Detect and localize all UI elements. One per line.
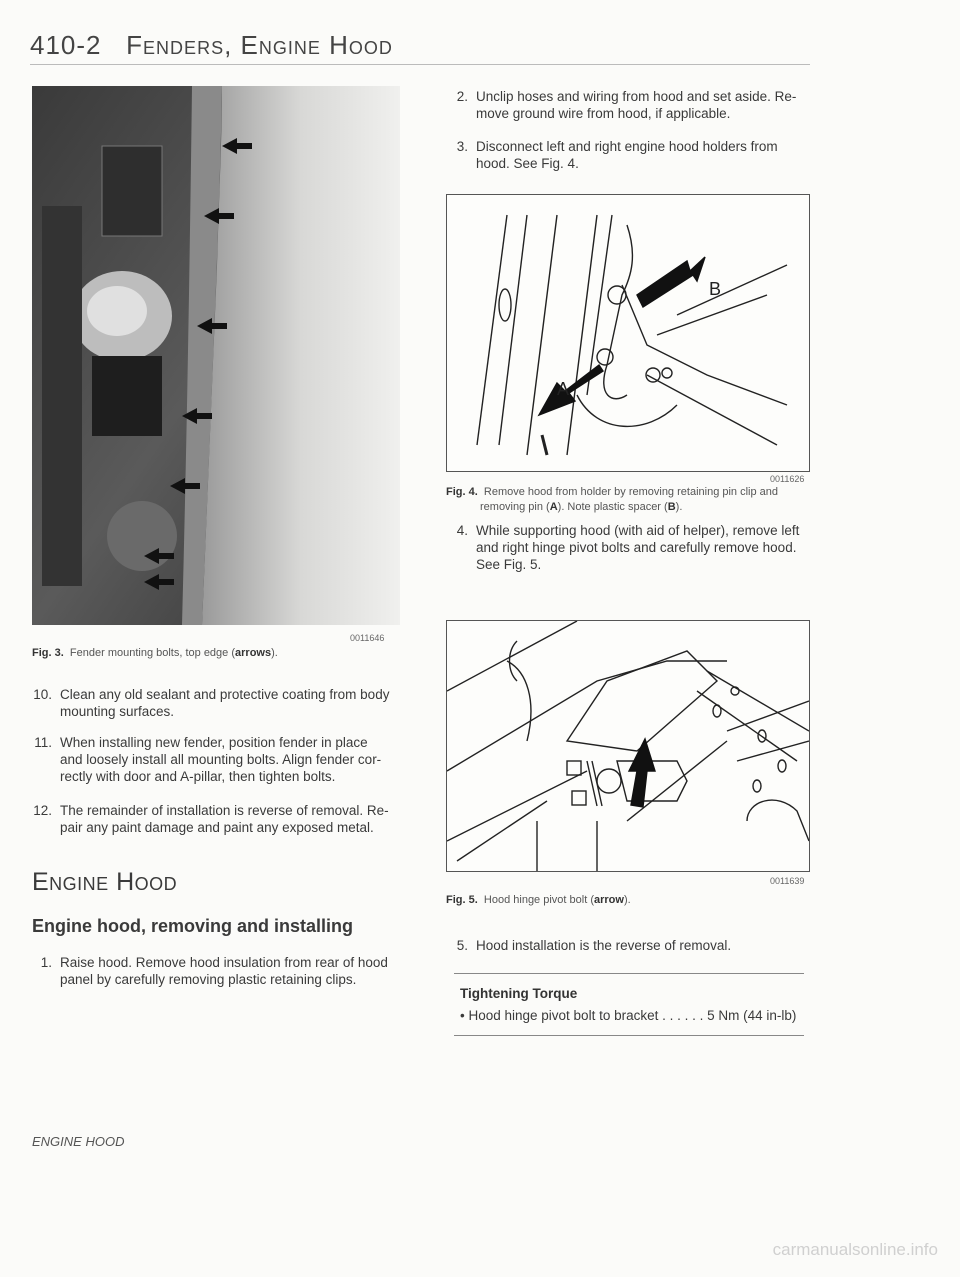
step-number: 2. (456, 89, 468, 104)
fig4-caption-line2b: ). Note plastic spacer ( (557, 501, 668, 513)
fig5-label: Fig. 5. (446, 894, 478, 906)
torque-title: Tightening Torque (460, 986, 578, 1001)
torque-item: • Hood hinge pivot bolt to bracket . . . . . . 5 Nm (44 in-lb) (460, 1008, 797, 1023)
step-3 (448, 138, 828, 172)
step-text (476, 88, 796, 122)
page-number: 410-2 (30, 30, 102, 60)
engine-bay-photo (32, 86, 400, 625)
step-text: Hood installation is the reverse of removal. (476, 938, 732, 953)
arrow-icon (637, 257, 705, 307)
step-line: move ground wire from hood, if applicable. (476, 106, 731, 121)
step-line: Clean any old sealant and protective coating from body (60, 687, 390, 702)
step-10 (32, 686, 412, 720)
page-footer: ENGINE HOOD (32, 1134, 125, 1149)
step-line: Unclip hoses and wiring from hood and set aside. Re- (476, 89, 797, 104)
fig3-code: 0011646 (350, 633, 385, 643)
step-12 (32, 802, 412, 836)
step-line: See Fig. 5. (476, 557, 542, 572)
fig5-caption (446, 893, 816, 908)
section-title: Engine Hood (32, 868, 178, 896)
step-number: 11. (34, 735, 52, 750)
torque-bottom-rule (454, 1035, 804, 1036)
step-line: When installing new fender, position fender in place (60, 735, 368, 750)
step-text (476, 522, 799, 573)
step-text (60, 802, 389, 836)
step-line: The remainder of installation is reverse of removal. Re- (60, 803, 389, 818)
step-text (60, 686, 389, 720)
step-1 (32, 954, 412, 988)
step-number: 10. (33, 687, 52, 702)
step-text (60, 954, 388, 988)
fig4-code: 0011626 (770, 474, 805, 484)
callout-b: B (709, 279, 722, 299)
step-line: hood. See Fig. 4. (476, 156, 579, 171)
fig3-caption (32, 646, 402, 661)
step-2 (448, 88, 828, 122)
fig4-caption-line1: Remove hood from holder by removing retaining pin clip and (483, 486, 779, 498)
step-text (60, 734, 381, 785)
hood-hinge-drawing (447, 621, 809, 871)
fig4-label: Fig. 4. (446, 486, 478, 498)
fig5-caption-text: Hood hinge pivot bolt ( (483, 894, 594, 906)
step-line: panel by carefully removing plastic retaining clips. (60, 972, 357, 987)
step-number: 12. (33, 803, 52, 818)
fig3-caption-end: ). (271, 647, 278, 659)
subsection-title: Engine hood, removing and installing (32, 916, 354, 936)
step-line: pair any paint damage and paint any exposed metal. (60, 820, 374, 835)
fig4-caption-bold-b: B (667, 501, 676, 513)
page-header (30, 30, 393, 61)
step-text (476, 138, 778, 172)
torque-top-rule (454, 973, 804, 974)
step-line: and loosely install all mounting bolts. Align fender cor- (60, 752, 382, 767)
step-line: mounting surfaces. (60, 704, 175, 719)
fig5-code: 0011639 (770, 876, 805, 886)
step-number: 1. (40, 955, 52, 970)
step-5 (448, 937, 828, 955)
step-4 (448, 522, 828, 574)
watermark: carmanualsonline.info (772, 1240, 938, 1259)
chapter-title-part2: Engine Hood (240, 30, 393, 60)
fig5-caption-end: ). (623, 894, 631, 906)
arrow-icon (629, 739, 655, 807)
fig3-caption-text: Fender mounting bolts, top edge ( (69, 647, 236, 659)
fig4-caption (446, 485, 816, 515)
hood-holder-drawing (447, 195, 809, 471)
fig3-photo (32, 86, 400, 625)
fig5-caption-bold: arrow (593, 894, 624, 906)
step-number: 4. (456, 523, 468, 538)
fig3-label: Fig. 3. (32, 647, 64, 659)
step-number: 5. (456, 938, 468, 953)
callout-a: A (557, 379, 570, 399)
step-line: While supporting hood (with aid of helper), remove left (476, 523, 800, 538)
header-rule (30, 64, 810, 65)
fig3-caption-bold: arrows (235, 647, 272, 659)
step-line: Raise hood. Remove hood insulation from rear of hood (60, 955, 388, 970)
step-number: 3. (456, 139, 468, 154)
step-line: rectly with door and A-pillar, then tighten bolts. (60, 769, 336, 784)
step-11 (32, 734, 412, 786)
chapter-title-part1: Fenders, (126, 30, 233, 60)
fig4-caption-bold-a: A (549, 501, 558, 513)
fig4-illustration (446, 194, 810, 472)
fig4-caption-line2a: removing pin ( (480, 501, 550, 513)
step-line: Disconnect left and right engine hood holders from (476, 139, 778, 154)
step-line: and right hinge pivot bolts and carefully remove hood. (476, 540, 797, 555)
arrow-icon (539, 365, 603, 415)
fig5-illustration (446, 620, 810, 872)
fig4-caption-line2c: ). (675, 501, 683, 513)
